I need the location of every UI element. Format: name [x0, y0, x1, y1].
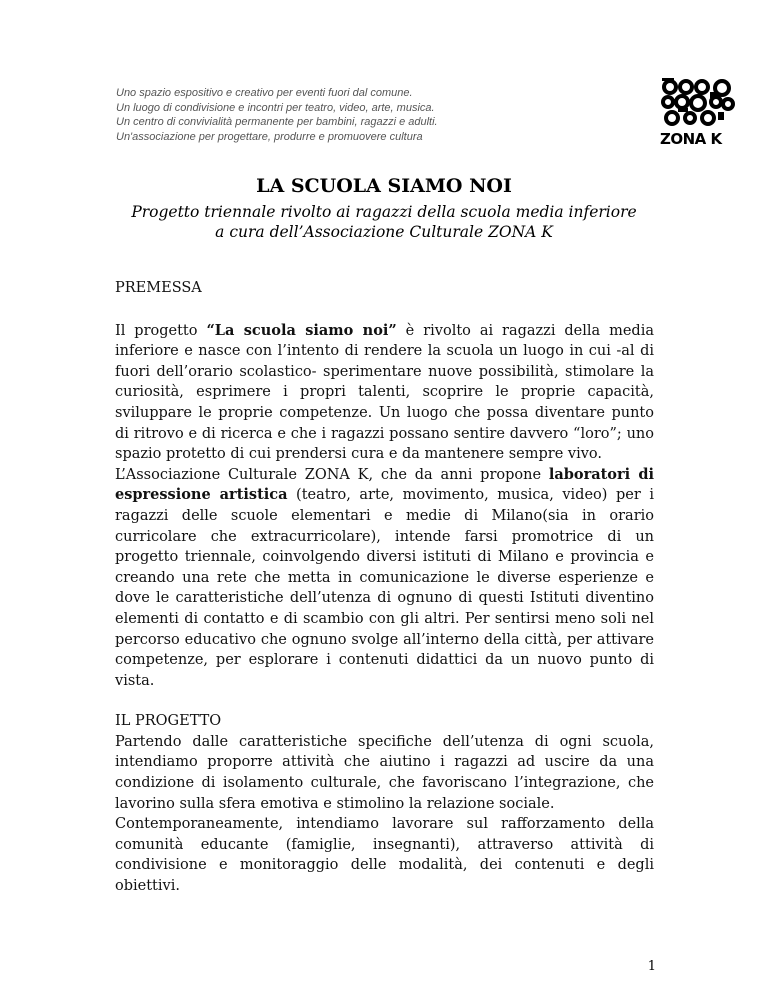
bold-run: “La scuola siamo noi”	[206, 321, 397, 339]
bold-run: laboratori di espressione artistica	[115, 465, 654, 504]
paragraph: Contemporaneamente, intendiamo lavorare sul rafforzamento della comunità educante (famiglie, insegnanti), attraverso attività di condivisione e monitoraggio delle modalità, dei contenuti e degli obiettivi.	[115, 816, 654, 895]
header-line: Uno spazio espositivo e creativo per eventi fuori dal comune.	[116, 87, 413, 99]
paragraph	[115, 321, 654, 465]
page-number: 1	[647, 959, 656, 974]
document-subtitle: Progetto triennale rivolto ai ragazzi della scuola media inferiore	[131, 203, 637, 221]
document-subtitle: a cura dell’Associazione Culturale ZONA K	[215, 223, 553, 241]
logo-circles-icon	[660, 78, 736, 132]
text-run: L’Associazione Culturale ZONA K, che da anni propone	[115, 466, 549, 483]
paragraph	[115, 465, 654, 692]
title-block	[0, 174, 768, 242]
header-line: Un'associazione per progettare, produrre e promuovere cultura	[116, 130, 423, 143]
text-run: (teatro, arte, movimento, musica, video) per i ragazzi delle scuole elementari e medie di Milano(sia in orario curricolare che extracurricolare), intende farsi promotrice di un progetto triennale, coinvolgendo diversi istituti di Milano e provincia e creando una rete che metta in comunicazione le diverse esperienze e dove le caratteristiche dell’utenza di ognuno di questi Istituti diventino elementi di contatto e di scambio con gli altri. Per sentirsi meno soli nel percorso educativo che ognuno svolge all’interno della città, per attivare competenze, per esplorare i contenuti didattici da un nuovo punto di vista.	[115, 487, 654, 689]
document-body	[115, 278, 654, 897]
document-title: LA SCUOLA SIAMO NOI	[256, 175, 512, 197]
header-line: Un luogo di condivisione e incontri per teatro, video, arte, musica.	[116, 101, 435, 114]
section-heading-premessa: PREMESSA	[115, 280, 202, 296]
text-run: è rivolto ai ragazzi della media inferiore e nasce con l’intento di rendere la scuola un luogo in cui -al di fuori dell’orario scolastico- sperimentare nuove possibilità, stimolare la curiosità, esprimere i propri talenti, scoprire le proprie capacità, sviluppare le proprie competenze. Un luogo che possa diventare punto di ritrovo e di ricerca e che i ragazzi possano sentire davvero “loro”; uno spazio protetto di cui prendersi cura e da mantenere sempre vivo.	[115, 322, 655, 463]
header-tagline	[116, 86, 596, 144]
section-heading-progetto: IL PROGETTO	[115, 713, 222, 730]
text-run: Il progetto	[115, 322, 207, 339]
zona-k-logo	[660, 78, 736, 148]
logo-text: ZONA K	[660, 130, 722, 148]
paragraph: Partendo dalle caratteristiche specifiche dell’utenza di ogni scuola, intendiamo proporre attività che aiutino i ragazzi ad uscire da una condizione di isolamento culturale, che favoriscano l’integrazione, che lavorino sulla sfera emotiva e stimolino la relazione sociale.	[115, 733, 654, 812]
header-line: Un centro di convivialità permanente per bambini, ragazzi e adulti.	[116, 116, 438, 128]
